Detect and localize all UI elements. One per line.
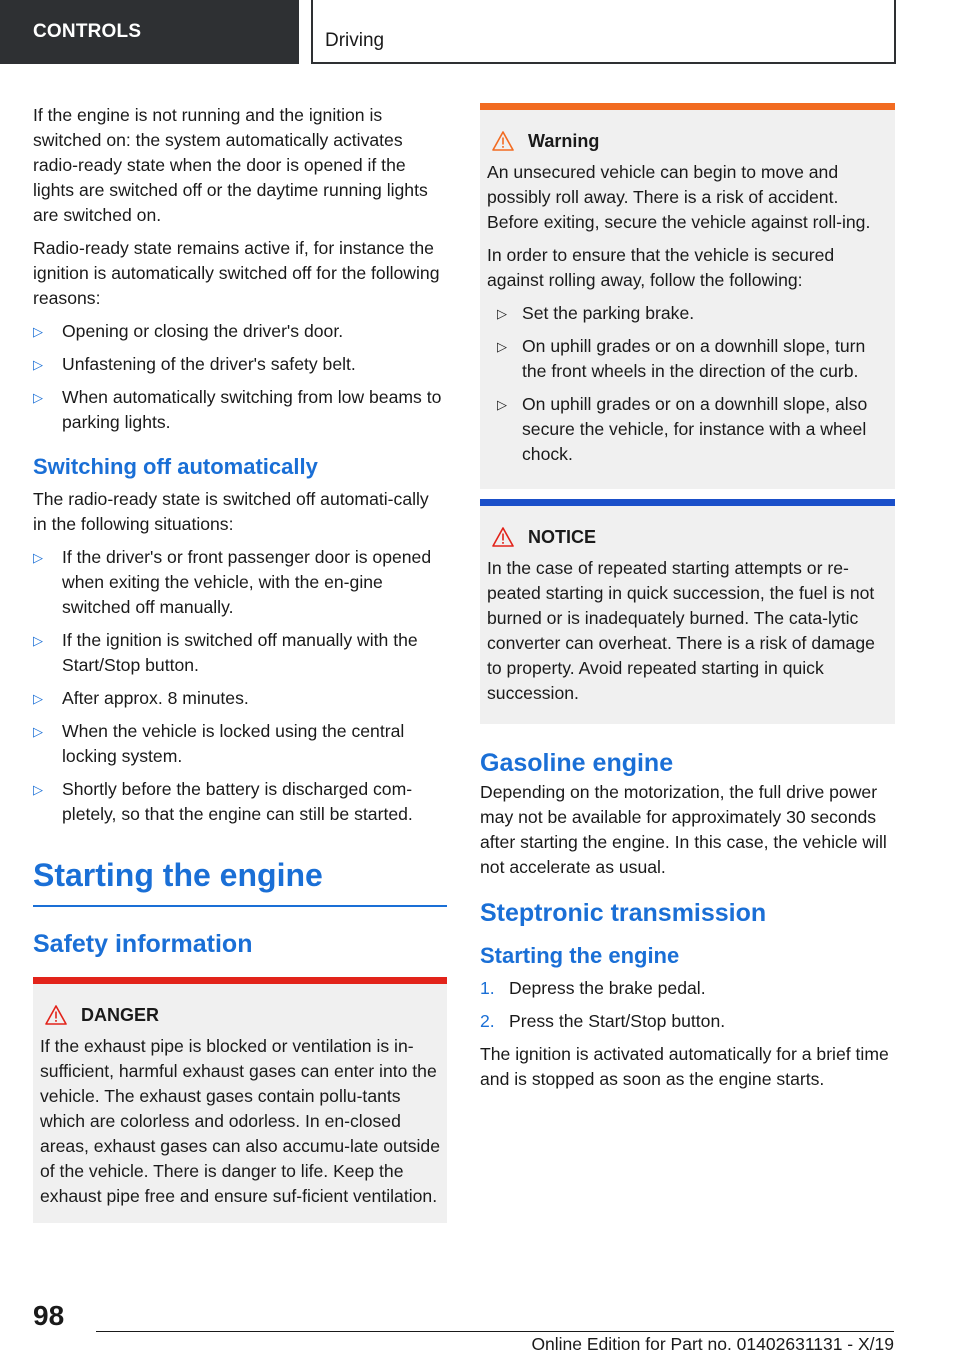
notice-box	[480, 499, 895, 724]
header-section-tab: CONTROLS	[0, 0, 299, 64]
warning-content	[480, 110, 895, 489]
paragraph-gasoline: Depending on the motorization, the full drive power may not be available for approximately 30 seconds after starting the engine. In this case, the vehicle will not accelerate as usual.	[480, 782, 887, 877]
notice-bar	[480, 499, 895, 506]
footer-edition: Online Edition for Part no. 01402631131 - X/19	[531, 1334, 894, 1354]
triangle-right-icon: ▷	[497, 339, 507, 354]
notice-text: In the case of repeated starting attempts or re-peated starting in quick succession, the fuel is not burned or is inadequately burned. The cata-lytic converter can overheat. There is a risk of damage to property. Avoid repeated starting in quick succession.	[487, 558, 875, 703]
warning-triangle-icon	[45, 1005, 67, 1025]
list-item: ▷ After approx. 8 minutes.	[33, 686, 447, 711]
paragraph-switching-off: The radio-ready state is switched off automati-cally in the following situations:	[33, 489, 429, 534]
danger-box	[33, 977, 447, 1223]
list-item: ▷ When automatically switching from low beams to parking lights.	[33, 387, 442, 432]
notice-content	[480, 506, 895, 724]
triangle-right-icon: ▷	[33, 691, 43, 706]
footer-rule	[96, 1331, 894, 1332]
situations-list	[33, 545, 447, 827]
heading-starting-engine: Starting the engine	[480, 943, 680, 968]
warning-triangle-icon	[492, 131, 514, 151]
triangle-right-icon: ▷	[33, 782, 43, 797]
list-item: ▷ Set the parking brake.	[487, 301, 888, 326]
triangle-right-icon: ▷	[33, 324, 43, 339]
triangle-right-icon: ▷	[33, 357, 43, 372]
triangle-right-icon: ▷	[33, 550, 43, 565]
warning-box	[480, 103, 895, 489]
danger-bar	[33, 977, 447, 984]
list-item: ▷ When the vehicle is locked using the central locking system.	[33, 721, 405, 766]
warning-bar	[480, 103, 895, 110]
left-column	[33, 103, 447, 1223]
danger-text: If the exhaust pipe is blocked or ventilation is in-sufficient, harmful exhaust gases can enter into the vehicle. The exhaust gases contain pollu-tants which are colorless and odorless. In en-closed areas, exhaust gases can also accumu-late outside of the vehicle. There is danger to life. Keep the exhaust pipe free and ensure suf-ficient ventilation.	[40, 1036, 441, 1206]
list-item: 2. Press the Start/Stop button.	[480, 1011, 726, 1031]
list-item: ▷ On uphill grades or on a downhill slope, also secure the vehicle, for instance with a wheel chock.	[497, 394, 868, 464]
notice-title: NOTICE	[487, 524, 888, 550]
heading-safety-information: Safety information	[33, 930, 253, 958]
heading-steptronic: Steptronic transmission	[480, 899, 767, 927]
warning-title: Warning	[487, 128, 888, 154]
steps-list	[480, 976, 895, 1034]
triangle-right-icon: ▷	[497, 397, 507, 412]
page-number: 98	[33, 1300, 65, 1331]
right-column	[480, 103, 895, 1100]
warning-instructions: In order to ensure that the vehicle is secured against rolling away, follow the following:	[487, 245, 835, 290]
list-item: ▷ Opening or closing the driver's door.	[33, 319, 447, 344]
list-item: ▷ On uphill grades or on a downhill slope, turn the front wheels in the direction of the curb.	[497, 336, 866, 381]
list-item: ▷ If the driver's or front passenger door is opened when exiting the vehicle, with the en-gine switched off manually.	[33, 547, 432, 617]
list-item: ▷ If the ignition is switched off manually with the Start/Stop button.	[33, 630, 418, 675]
paragraph-ignition: The ignition is activated automatically for a brief time and is stopped as soon as the engine starts.	[480, 1044, 889, 1089]
triangle-right-icon: ▷	[33, 633, 43, 648]
heading-switching-off: Switching off automatically	[33, 454, 318, 479]
paragraph-radio-ready-intro: If the engine is not running and the ignition is switched on: the system automatically activates radio-ready state when the door is opened if the lights are switched off or the daytime running lights are switched on.	[33, 105, 428, 225]
list-item: ▷ Shortly before the battery is discharged com-pletely, so that the engine can still be started.	[33, 779, 413, 824]
warning-list	[487, 301, 888, 467]
paragraph-radio-ready-remains: Radio-ready state remains active if, for instance the ignition is automatically switched off for the following reasons:	[33, 238, 440, 308]
triangle-right-icon: ▷	[497, 306, 507, 321]
triangle-right-icon: ▷	[33, 724, 43, 739]
danger-content	[33, 984, 447, 1223]
list-item: 1. Depress the brake pedal.	[480, 978, 706, 998]
chapter-heading: Starting the engine	[33, 855, 447, 907]
triangle-right-icon: ▷	[33, 390, 43, 405]
reasons-list	[33, 319, 447, 435]
warning-text: An unsecured vehicle can begin to move and possibly roll away. There is a risk of accident. Before exiting, secure the vehicle against roll-ing.	[487, 162, 871, 232]
list-item: ▷ Unfastening of the driver's safety belt.	[33, 352, 447, 377]
heading-gasoline-engine: Gasoline engine	[480, 749, 674, 777]
warning-triangle-icon	[492, 527, 514, 547]
header-topic: Driving	[311, 0, 896, 64]
danger-title: DANGER	[40, 1002, 440, 1028]
